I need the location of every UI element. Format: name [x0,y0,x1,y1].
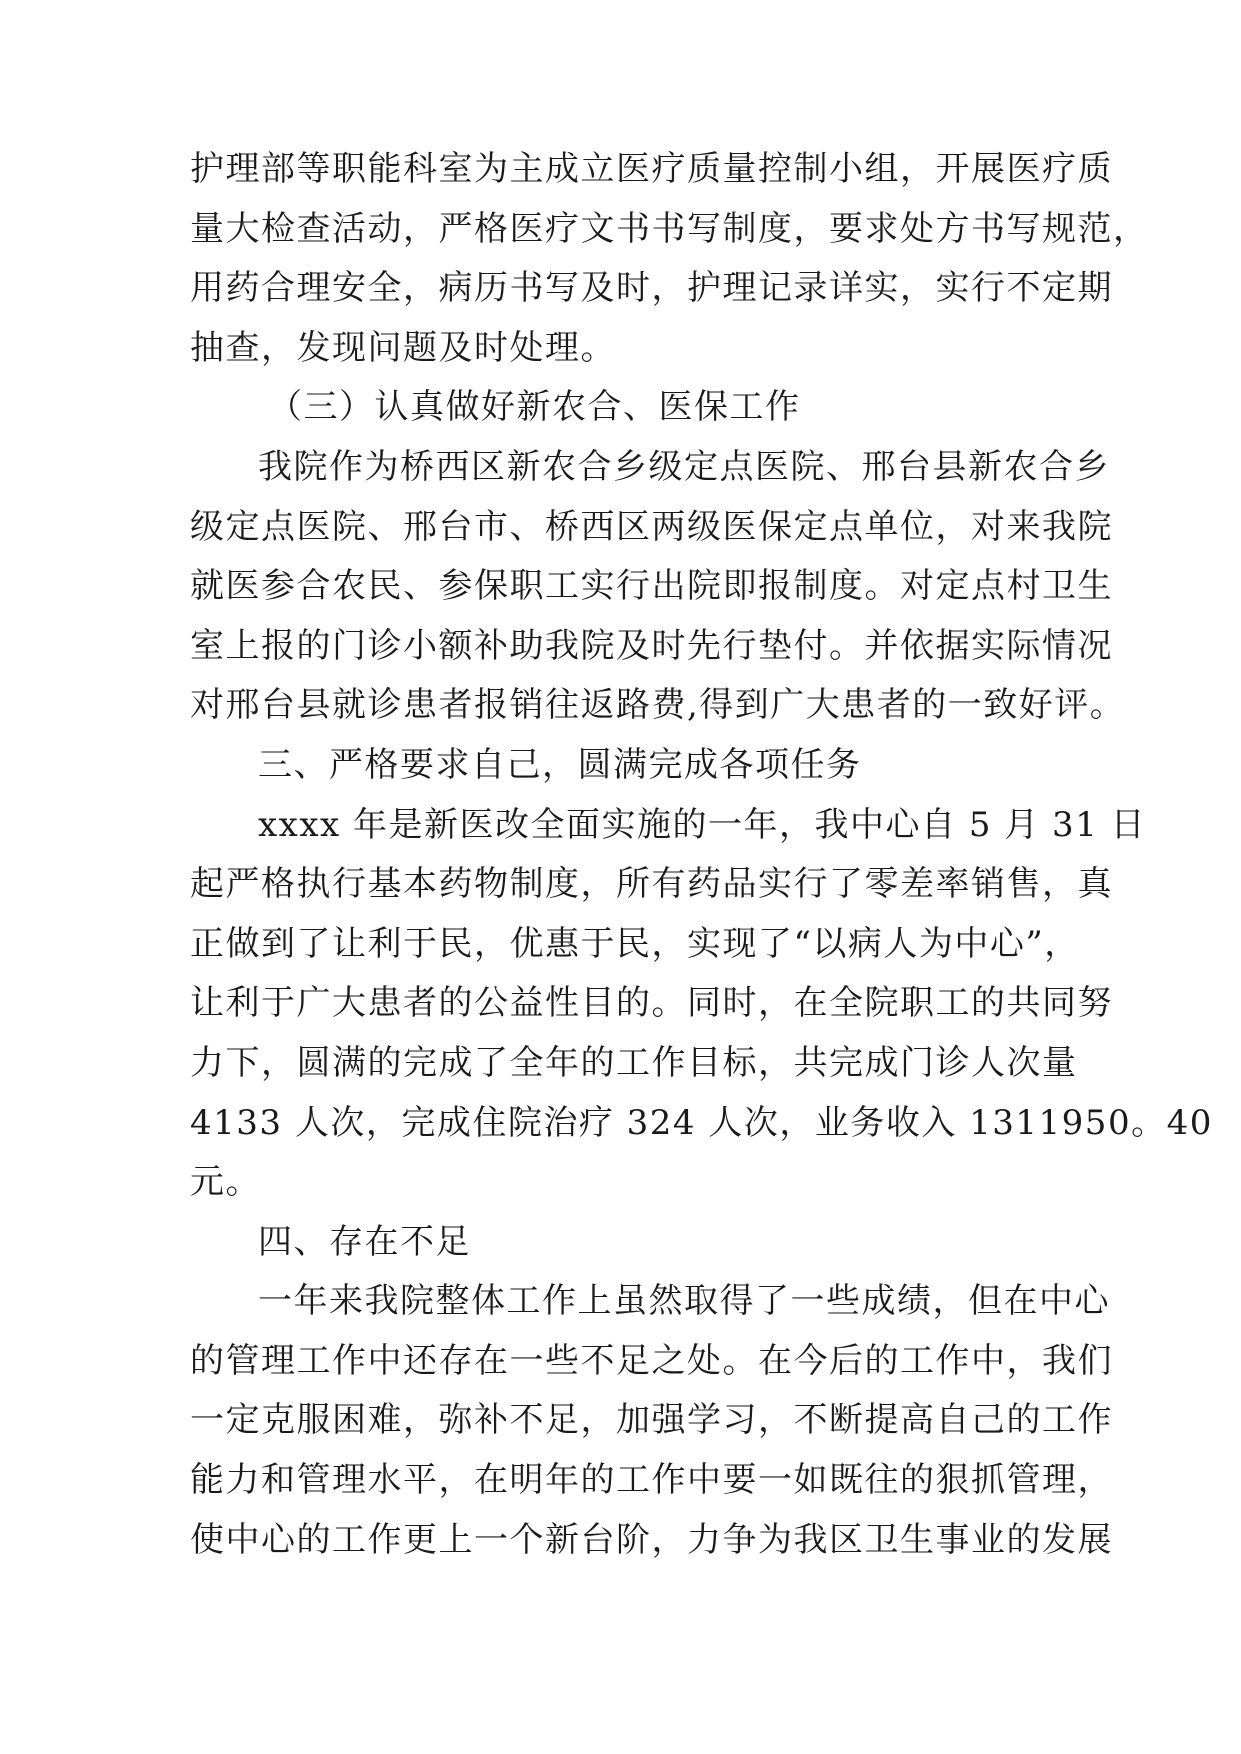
text-line: 用药合理安全，病历书写及时，护理记录详实，实行不定期 [190,268,1113,309]
text-line: 就医参合农民、参保职工实行出院即报制度。对定点村卫生 [190,566,1113,607]
heading-text: （三）认真做好新农合、医保工作 [268,387,801,428]
text-line: 的管理工作中还存在一些不足之处。在今后的工作中，我们 [190,1340,1113,1381]
text-line: 一年来我院整体工作上虽然取得了一些成绩，但在中心 [258,1281,1110,1322]
text-line: xxxx 年是新医改全面实施的一年，我中心自 5 月 31 日 [258,804,1147,845]
text-line: 我院作为桥西区新农合乡级定点医院、邢台县新农合乡 [258,446,1110,487]
heading-text: 三、严格要求自己，圆满完成各项任务 [258,744,862,785]
text-line: 级定点医院、邢台市、桥西区两级医保定点单位，对来我院 [190,506,1113,547]
text-line: 起严格执行基本药物制度，所有药品实行了零差率销售，真 [190,864,1113,905]
paragraph-insurance [190,438,1126,736]
text-line: 一定克服困难，弥补不足，加强学习，不断提高自己的工作 [190,1400,1113,1441]
heading-text: 四、存在不足 [258,1221,471,1262]
document-page [190,140,1213,1570]
paragraph-tasks [190,796,1213,1213]
paragraph-quality-control [190,140,1149,378]
text-line: 4133 人次，完成住院治疗 324 人次，业务收入 1311950。40 [190,1102,1213,1143]
text-line: 对邢台县就诊患者报销往返路费,得到广大患者的一致好评。 [190,685,1126,726]
text-line: 正做到了让利于民，优惠于民，实现了“以病人为中心”， [190,923,1080,964]
text-line: 量大检查活动，严格医疗文书书写制度，要求处方书写规范， [190,208,1149,249]
section-heading-tasks [190,736,1050,796]
text-line: 力下，圆满的完成了全年的工作目标，共完成门诊人次量 [190,1042,1078,1083]
text-line: 能力和管理水平，在明年的工作中要一如既往的狠抓管理， [190,1460,1113,1501]
text-line: 元。 [190,1162,261,1203]
text-line: 使中心的工作更上一个新台阶，力争为我区卫生事业的发展 [190,1519,1113,1560]
text-line: 让利于广大患者的公益性目的。同时，在全院职工的共同努 [190,983,1113,1024]
paragraph-shortcomings [190,1272,1113,1570]
section-heading-insurance [190,378,1050,438]
text-line: 护理部等职能科室为主成立医疗质量控制小组，开展医疗质 [190,149,1113,189]
text-line: 室上报的门诊小额补助我院及时先行垫付。并依据实际情况 [190,625,1113,666]
section-heading-shortcomings [190,1213,1050,1273]
text-line: 抽查，发现问题及时处理。 [190,327,616,368]
